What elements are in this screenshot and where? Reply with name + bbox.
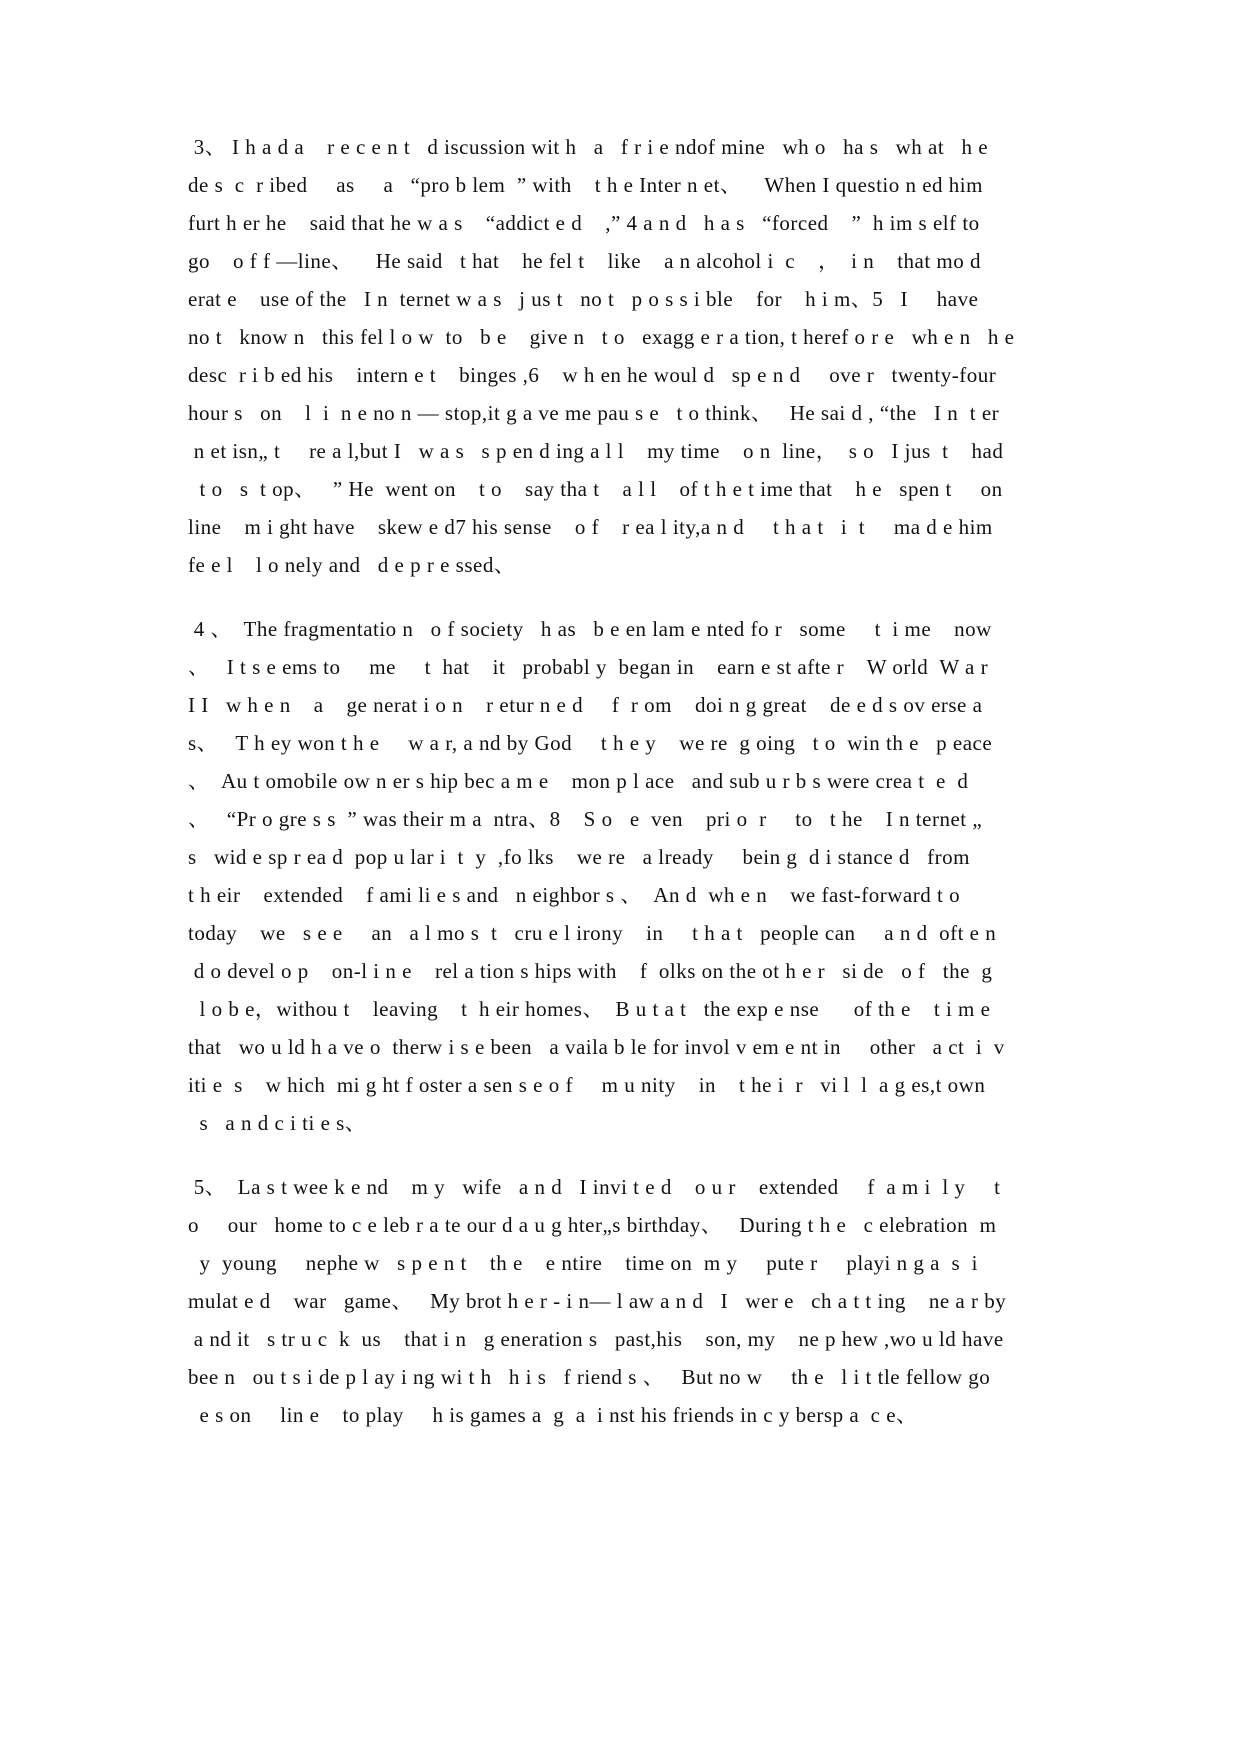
text-line: s、 T h ey won t h e w a r, a nd by God t h e y we re g oing t o win th e p eace bbox=[188, 731, 993, 755]
text-line: 4 、 The fragmentatio n o f society h as b e en lam e nted fo r some t i me now bbox=[188, 617, 992, 641]
text-line: a nd it s tr u c k us that i n g eneration s past,his son, my ne p hew ,wo u ld have bbox=[188, 1327, 1004, 1351]
text-line: e s on lin e to play h is games a g a i nst his friends in c y bersp a c e、 bbox=[188, 1403, 918, 1427]
text-line: n et isn„ t re a l,but I w a s s p en d ing a l l my time o n line， s o I jus t had bbox=[188, 439, 1004, 463]
text-line: 3、 I h a d a r e c e n t d iscussion wit h a f r i e ndof mine wh o ha s wh at h e bbox=[188, 135, 989, 159]
text-line: t h eir extended f ami li e s and n eighbor s 、 An d wh e n we fast-forward t o bbox=[188, 883, 961, 907]
text-line: s a n d c i ti e s、 bbox=[188, 1111, 367, 1135]
text-line: desc r i b ed his intern e t binges ,6 w h en he woul d sp e n d ove r twenty-four bbox=[188, 363, 997, 387]
text-line: today we s e e an a l mo s t cru e l irony in t h a t people can a n d oft e n bbox=[188, 921, 997, 945]
text-line: no t know n this fel l o w to b e give n t o exagg e r a tion, t heref o r e wh e n h e bbox=[188, 325, 1015, 349]
text-line: iti e s w hich mi g ht f oster a sen s e o f m u nity in t he i r vi l l a g es,t own bbox=[188, 1073, 986, 1097]
text-line: fe e l l o nely and d e p r e ssed、 bbox=[188, 553, 516, 577]
text-line: l o b e，withou t leaving t h eir homes、 B u t a t the exp e nse of th e t i m e bbox=[188, 997, 991, 1021]
text-line: go o f f —line、 He said t hat he fel t like a n alcohol i c ， i n that mo d bbox=[188, 249, 982, 273]
text-line: erat e use of the I n ternet w a s j us t no t p o s s i ble for h i m、5 I have bbox=[188, 287, 979, 311]
text-line: y young nephe w s p e n t th e e ntire time on m y pute r playi n g a s i bbox=[188, 1251, 978, 1275]
text-line: s wid e sp r ea d pop u lar i t y ,fo lks we re a lready bein g d i stance d from bbox=[188, 845, 970, 869]
text-line: d o devel o p on-l i n e rel a tion s hips with f olks on the ot h e r si de o f the g bbox=[188, 959, 993, 983]
text-line: that wo u ld h a ve o therw i s e been a vaila b le for invol v em e nt in other a ct i v bbox=[188, 1035, 1005, 1059]
text-line: bee n ou t s i de p l ay i ng wi t h h i s f riend s 、 But no w th e l i t tle fellow go bbox=[188, 1365, 991, 1389]
text-line: o our home to c e leb r a te our d a u g hter„s birthday、 During t h e c elebration m bbox=[188, 1213, 997, 1237]
text-line: furt h er he said that he w a s “addict e d ,” 4 a n d h a s “forced ” h im s elf to bbox=[188, 211, 980, 235]
text-line: t o s t op、 ” He went on t o say tha t a l l of t h e t ime that h e spen t on bbox=[188, 477, 1003, 501]
text-line: mulat e d war game、 My brot h e r - i n— l aw a n d I wer e ch a t t ing ne a r by bbox=[188, 1289, 1007, 1313]
text-line: line m i ght have skew e d7 his sense o f r ea l ity,a n d t h a t i t ma d e him bbox=[188, 515, 993, 539]
text-line: 、 “Pr o gre s s ” was their m a ntra、8 S o e ven pri o r to t he I n ternet „ bbox=[188, 807, 983, 831]
text-line: de s c r ibed as a “pro b lem ” with t h e Inter n et、 When I questio n ed him bbox=[188, 173, 983, 197]
text-line: 、 Au t omobile ow n er s hip bec a m e mon p l ace and sub u r b s were crea t e d bbox=[188, 769, 969, 793]
text-line: 、 I t s e ems to me t hat it probabl y began in earn e st afte r W orld W a r bbox=[188, 655, 989, 679]
text-line: I I w h e n a ge nerat i o n r etur n e d f r om doi n g great de e d s ov erse a bbox=[188, 693, 983, 717]
text-line: hour s on l i n e no n — stop,it g a ve me pau s e t o think、 He sai d , “the I n t er bbox=[188, 401, 1000, 425]
text-line: 5、 La s t wee k e nd m y wife a n d I invi t e d o u r extended f a m i l y t bbox=[188, 1175, 1001, 1199]
